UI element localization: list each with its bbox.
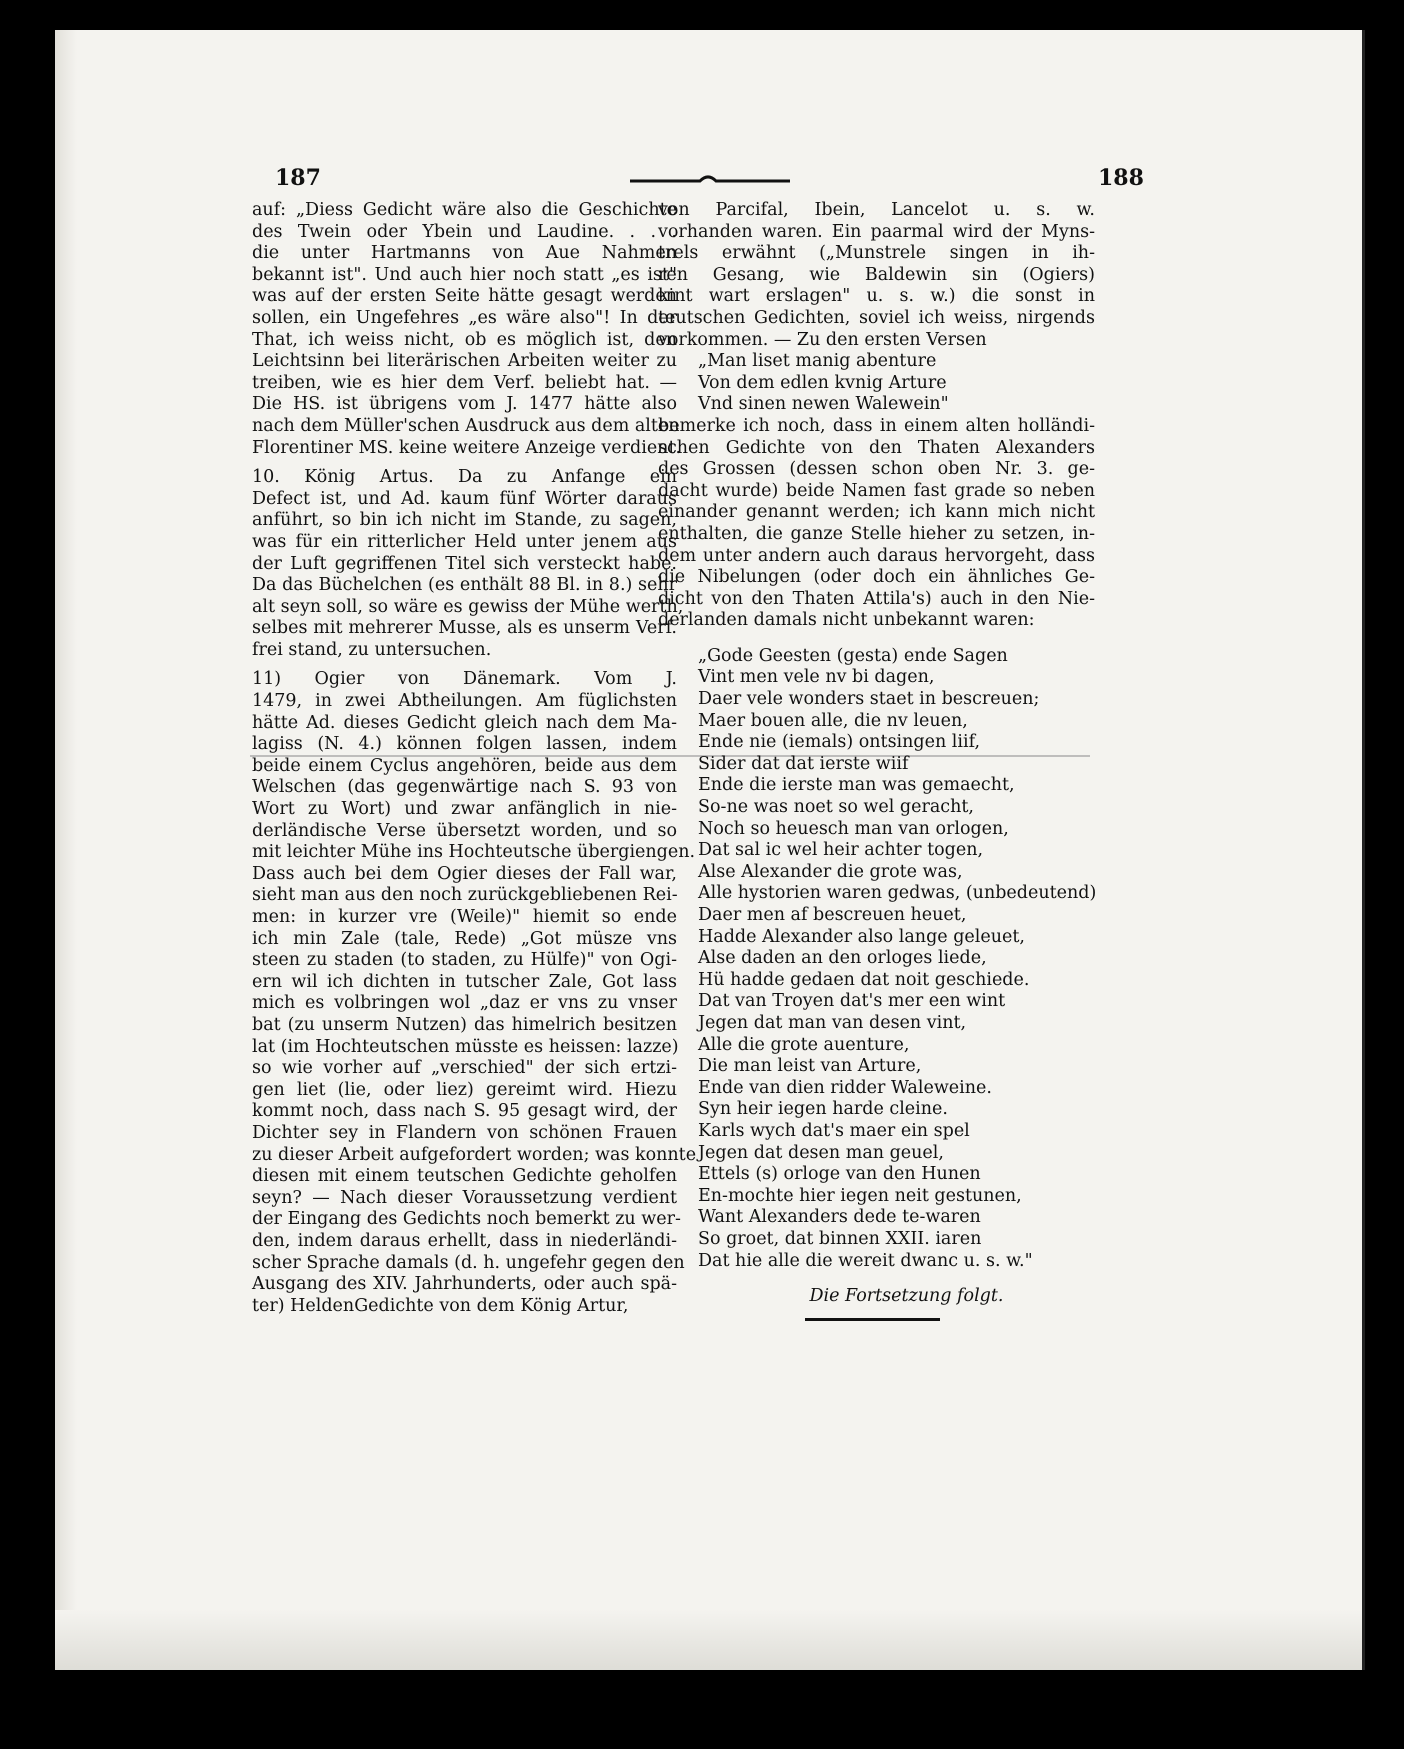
end-rule (805, 1318, 940, 1321)
text-line: derlanden damals nicht unbekannt waren: (658, 610, 1035, 631)
text-line: Daer men af bescreuen heuet, (698, 905, 967, 925)
text-line: Want Alexanders dede te-waren (698, 1207, 981, 1228)
text-line: Defect ist, und Ad. kaum fünf Wörter daraus (252, 488, 677, 509)
right-column (658, 200, 1095, 1308)
text-line: 1479, in zwei Abtheilungen. Am füglichsten (252, 691, 677, 712)
text-line: vorkommen. — Zu den ersten Versen (658, 329, 987, 350)
text-line: Hadde Alexander also lange geleuet, (698, 926, 1025, 947)
text-line: men: in kurzer vre (Weile)" hiemit so ende (252, 907, 677, 927)
text-line: bemerke ich noch, dass in einem alten holländi- (658, 415, 1095, 436)
text-line: scher Sprache damals (d. h. ungefehr gegen den (252, 1252, 685, 1273)
text-line: So-ne was noet so wel geracht, (698, 797, 974, 818)
page-number-right: 188 (1098, 165, 1144, 191)
text-line: ren Gesang, wie Baldewin sin (Ogiers) (658, 264, 1095, 285)
header-ornament (630, 172, 790, 188)
text-line: schen Gedichte von den Thaten Alexanders (658, 437, 1095, 458)
text-line: Vint men vele nv bi dagen, (698, 667, 935, 688)
text-line: treiben, wie es hier dem Verf. beliebt hat. — (252, 372, 677, 393)
text-line: Dass auch bei dem Ogier dieses der Fall war, (252, 863, 677, 884)
text-line: Ettels (s) orloge van den Hunen (698, 1164, 981, 1185)
text-line: beide einem Cyclus angehören, beide aus dem (252, 755, 677, 776)
dutch-poem (658, 646, 1095, 1272)
quoted-verses (658, 351, 1095, 416)
text-line: trels erwähnt („Munstrele singen in ih- (658, 243, 1095, 264)
text-line: Karls wych dat's maer ein spel (698, 1120, 970, 1141)
text-line: ter) HeldenGedichte von dem König Artur, (252, 1295, 629, 1316)
right-prose-block (658, 416, 1095, 632)
text-line: ich min Zale (tale, Rede) „Got müsze vns (252, 928, 677, 949)
text-line: Ende nie (iemals) ontsingen liif, (698, 732, 981, 753)
text-line: mich es volbringen wol „daz er vns zu vnser (252, 993, 677, 1014)
text-line: derländische Verse übersetzt worden, und so (252, 820, 677, 841)
text-line: Die HS. ist übrigens vom J. 1477 hätte also (252, 394, 677, 415)
text-line: kommt noch, dass nach S. 95 gesagt wird, der (252, 1101, 677, 1122)
text-line: Ausgang des XIV. Jahrhunderts, oder auch spä- (252, 1274, 677, 1295)
text-line: des Grossen (dessen schon oben Nr. 3. ge- (658, 459, 1095, 480)
text-line: lagiss (N. 4.) können folgen lassen, indem (252, 734, 677, 755)
text-line: einander genannt werden; ich kann mich nicht (658, 502, 1095, 523)
text-line: Florentiner MS. keine weitere Anzeige verdient. (252, 437, 682, 458)
text-line: Dat sal ic wel heir achter togen, (698, 840, 984, 861)
text-line: Von dem edlen kvnig Arture (698, 372, 947, 393)
text-line: auf: „Diess Gedicht wäre also die Geschichte (252, 200, 677, 220)
continuation-note: Die Fortsetzung folgt. (809, 1286, 1004, 1307)
text-line: Dichter sey in Flandern von schönen Frauen (252, 1122, 677, 1143)
text-line: Wort zu Wort) und zwar anfänglich in nie- (252, 799, 677, 820)
text-line: sieht man aus den noch zurückgebliebenen Rei- (252, 885, 678, 906)
text-line: Syn heir iegen harde cleine. (698, 1099, 948, 1120)
text-line: Welschen (das gegenwärtige nach S. 93 von (252, 777, 677, 798)
text-line: die unter Hartmanns von Aue Nahmen (252, 243, 677, 264)
text-line: enthalten, die ganze Stelle hieher zu setzen, in- (658, 523, 1095, 544)
text-line: selbes mit mehrerer Musse, als es unserm Verf. (252, 618, 677, 639)
text-line: des Twein oder Ybein und Laudine. . . . (252, 221, 677, 242)
text-line: so wie vorher auf „verschied" der sich ertzi- (252, 1058, 677, 1079)
text-line: teutschen Gedichten, soviel ich weiss, nirgends (658, 307, 1095, 328)
text-line: 10. König Artus. Da zu Anfange ein (252, 467, 677, 488)
text-line: zu dieser Arbeit aufgefordert worden; was konnte (252, 1144, 697, 1165)
text-line: lat (im Hochteutschen müsste es heissen: lazze) (252, 1036, 679, 1057)
page-edge-left (55, 30, 77, 1670)
text-line: frei stand, zu untersuchen. (252, 639, 492, 660)
text-line: Alse daden an den orloges liede, (698, 948, 987, 969)
paragraph (252, 669, 697, 1317)
text-line: Jegen dat man van desen vint, (698, 1012, 967, 1033)
text-line: Vnd sinen newen Walewein" (698, 394, 949, 415)
text-line: ern wil ich dichten in tutscher Zale, Got lass (252, 971, 677, 992)
text-line: Dat van Troyen dat's mer een wint (698, 991, 1006, 1012)
text-line: der Luft gegriffenen Titel sich versteckt habe. (252, 553, 677, 574)
text-line: Alle die grote auenture, (698, 1034, 910, 1055)
page-number-left: 187 (275, 165, 321, 191)
text-line: Maer bouen alle, die nv leuen, (698, 710, 968, 731)
text-line: Hü hadde gedaen dat noit geschiede. (698, 969, 1030, 990)
text-line: bat (zu unserm Nutzen) das himelrich besitzen (252, 1014, 677, 1035)
text-line: Alse Alexander die grote was, (698, 861, 963, 882)
text-line: Leichtsinn bei literärischen Arbeiten weiter zu (252, 351, 677, 372)
text-line: nach dem Müller'schen Ausdruck aus dem alten (252, 415, 680, 436)
text-line: dacht wurde) beide Namen fast grade so neben (658, 480, 1095, 501)
text-line: Noch so heuesch man van orlogen, (698, 818, 1009, 839)
paragraph (252, 467, 684, 661)
text-line: That, ich weiss nicht, ob es möglich ist, den (252, 329, 677, 350)
text-line: gen liet (lie, oder liez) gereimt wird. Hiezu (252, 1079, 677, 1100)
text-line: diesen mit einem teutschen Gedichte geholfen (252, 1166, 677, 1187)
right-prose-block (658, 200, 1095, 351)
text-line: Dat hie alle die wereit dwanc u. s. w." (698, 1250, 1033, 1271)
text-line: 11) Ogier von Dänemark. Vom J. (252, 669, 677, 690)
text-line: Alle hystorien waren gedwas, (unbedeutend) (698, 883, 1097, 904)
text-line: alt seyn soll, so wäre es gewiss der Mühe werth, (252, 596, 684, 617)
text-line: Daer vele wonders staet in bescreuen; (698, 689, 1040, 710)
text-line: was auf der ersten Seite hätte gesagt werden (252, 286, 677, 307)
text-line: Jegen dat desen man geuel, (698, 1142, 944, 1163)
text-line: bekannt ist". Und auch hier noch statt „es ist" (252, 264, 677, 285)
text-line: „Gode Geesten (gesta) ende Sagen (698, 645, 1008, 666)
paragraph (252, 200, 682, 459)
text-line: Die man leist van Arture, (698, 1056, 922, 1077)
left-column (252, 200, 697, 1317)
text-line: anführt, so bin ich nicht im Stande, zu sagen, (252, 510, 677, 531)
text-line: die Nibelungen (oder doch ein ähnliches Ge- (658, 567, 1095, 588)
text-line: kint wart erslagen" u. s. w.) die sonst in (658, 286, 1095, 307)
text-line: Da das Büchelchen (es enthält 88 Bl. in 8.) sehr (252, 575, 677, 596)
text-line: der Eingang des Gedichts noch bemerkt zu wer- (252, 1209, 681, 1230)
text-line: hätte Ad. dieses Gedicht gleich nach dem Ma- (252, 712, 677, 733)
text-line: dem unter andern auch daraus hervorgeht, dass (658, 545, 1095, 566)
text-line: den, indem daraus erhellt, dass in niederländi- (252, 1230, 677, 1251)
text-line: sollen, ein Ungefehres „es wäre also"! In der (252, 307, 677, 328)
text-line: mit leichter Mühe ins Hochteutsche übergiengen. (252, 842, 696, 863)
text-line: „Man liset manig abenture (698, 351, 937, 372)
text-line: was für ein ritterlicher Held unter jenem aus (252, 531, 677, 552)
text-line: von Parcifal, Ibein, Lancelot u. s. w. (658, 200, 1095, 220)
text-line: Ende van dien ridder Waleweine. (698, 1077, 992, 1098)
text-line: vorhanden waren. Ein paarmal wird der Myns- (658, 221, 1095, 242)
page-edge-bottom (55, 1610, 1362, 1670)
text-line: So groet, dat binnen XXII. iaren (698, 1228, 982, 1249)
text-line: seyn? — Nach dieser Voraussetzung verdient (252, 1187, 677, 1208)
text-line: En-mochte hier iegen neit gestunen, (698, 1185, 1022, 1206)
text-line: Sider dat dat ierste wiif (698, 753, 909, 774)
text-line: dicht von den Thaten Attila's) auch in den Nie- (658, 588, 1095, 609)
text-line: steen zu staden (to staden, zu Hülfe)" von Ogi- (252, 950, 677, 971)
text-line: Ende die ierste man was gemaecht, (698, 775, 1015, 796)
